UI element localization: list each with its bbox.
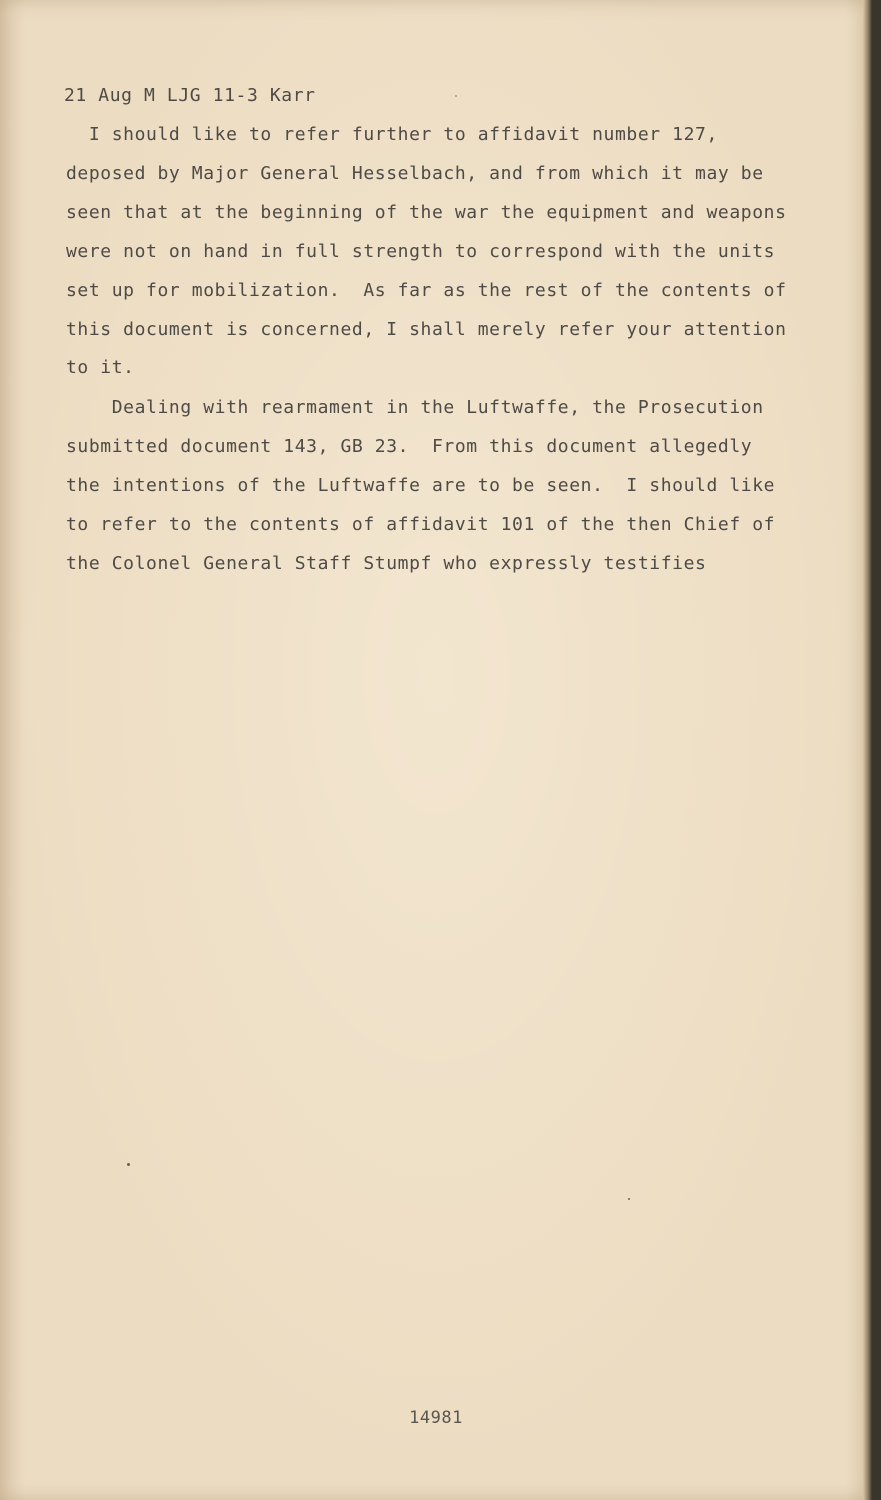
text-line: Dealing with rearmament in the Luftwaffe, the Prosecution [66, 397, 764, 418]
text-line: deposed by Major General Hesselbach, and from which it may be [66, 163, 764, 184]
text-line: to it. [66, 357, 135, 378]
text-line: set up for mobilization. As far as the rest of the contents of [66, 280, 787, 301]
text-line: the Colonel General Staff Stumpf who expressly testifies [66, 553, 707, 574]
text-line: the intentions of the Luftwaffe are to be seen. I should like [66, 475, 776, 496]
text-line: this document is concerned, I shall merely refer your attention [66, 319, 787, 340]
text-line: seen that at the beginning of the war the equipment and weapons [66, 202, 787, 223]
text-line: were not on hand in full strength to correspond with the units [66, 241, 776, 262]
page-edge [863, 0, 872, 1500]
text-line: I should like to refer further to affidavit number 127, [66, 124, 718, 145]
page-number: 14981 [409, 1408, 463, 1428]
paper-speck [127, 1163, 130, 1166]
document-header: 21 Aug M LJG 11-3 Karr [64, 85, 316, 106]
paper-speck [628, 1198, 630, 1200]
text-line: submitted document 143, GB 23. From this document allegedly [66, 436, 753, 457]
text-line: to refer to the contents of affidavit 101 of the then Chief of [66, 514, 776, 535]
paper-speck [455, 95, 457, 97]
